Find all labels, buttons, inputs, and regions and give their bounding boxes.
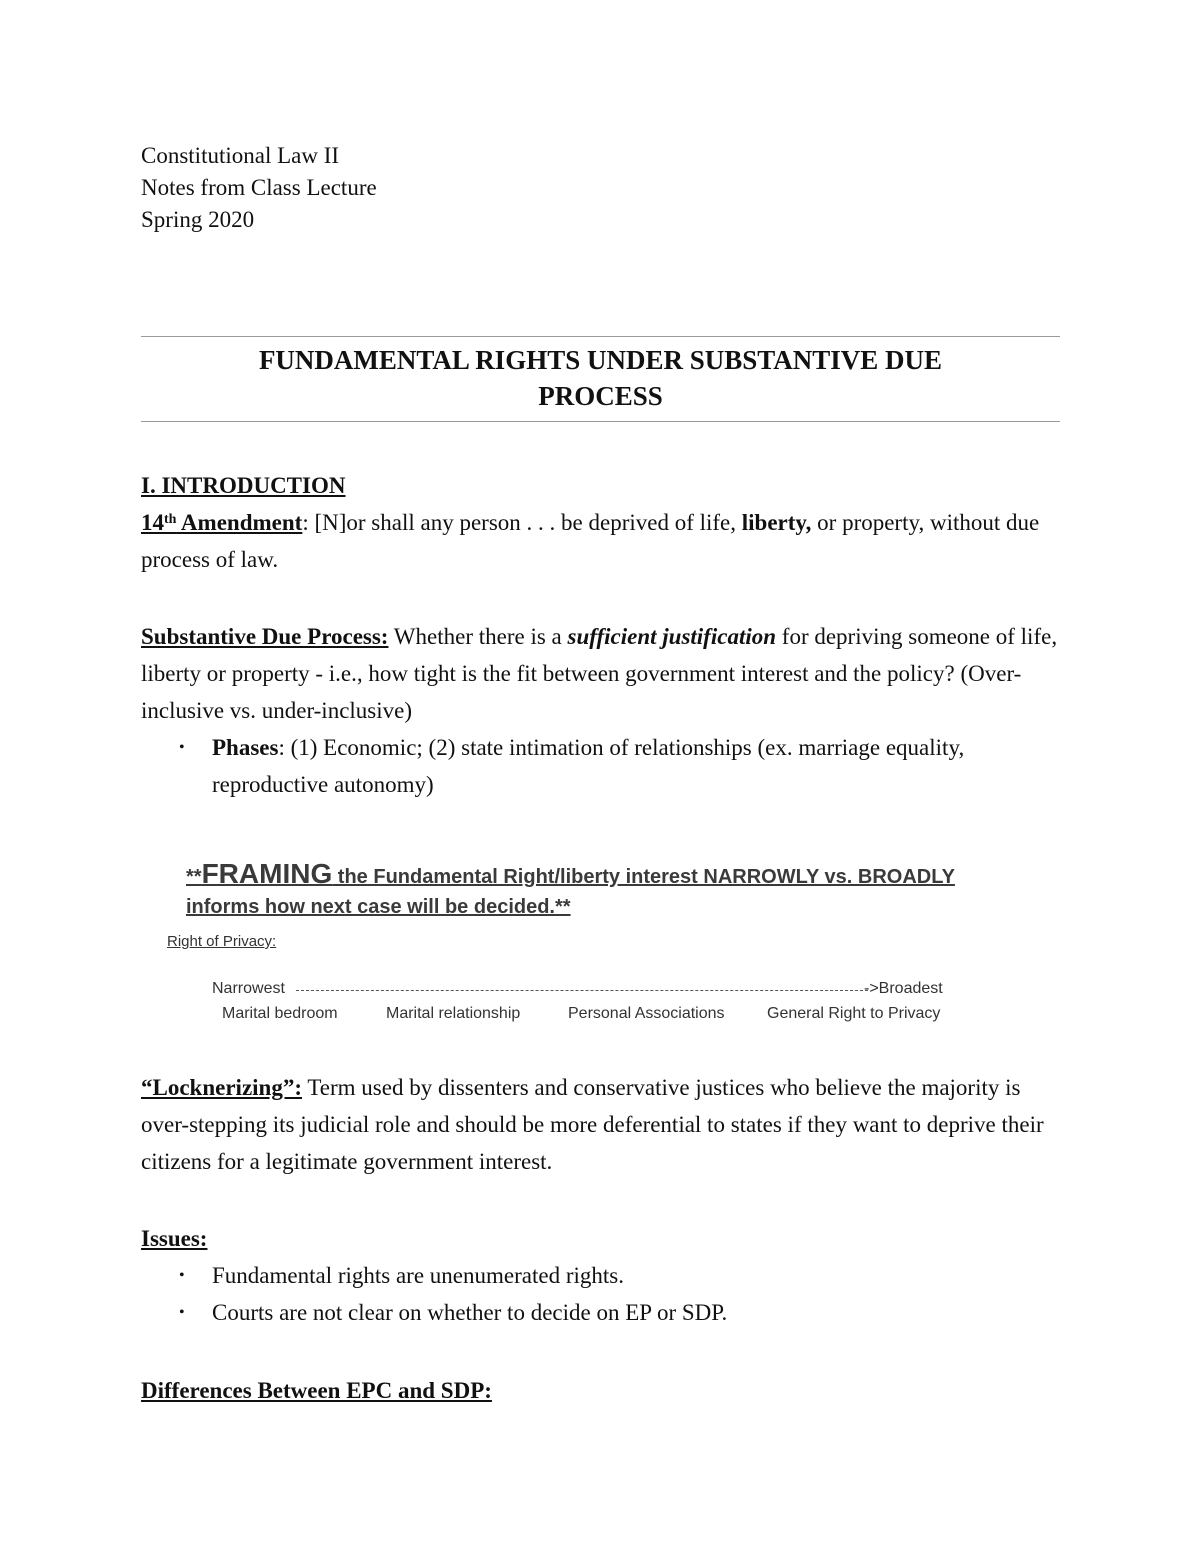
privacy-label: Right of Privacy: — [167, 933, 277, 950]
term-label: Spring 2020 — [141, 207, 255, 232]
amendment-text-b: or property, without due process of law. — [141, 510, 1040, 572]
title-line-2: PROCESS — [538, 381, 663, 411]
sdp-paragraph — [141, 618, 1071, 729]
framing-heading — [186, 859, 1026, 922]
amendment-text-a: : [N]or shall any person . . . be deprived of life, — [302, 510, 742, 535]
amendment-label — [141, 510, 302, 535]
locknerizing-text: Term used by dissenters and conservative justices who believe the majority is over-stepping its judicial role and should be more deferential to states if they want to deprive their citizens for a legitimate government interest. — [141, 1075, 1044, 1174]
issues-section — [141, 1220, 1071, 1331]
bullet-icon: • — [179, 1304, 185, 1321]
notes-subtitle: Notes from Class Lecture — [141, 175, 377, 200]
sdp-text-b: for depriving someone of life, liberty or property - i.e., how tight is the fit between government interest and the policy? (Over-inclusive vs. under-inclusive) — [141, 624, 1058, 723]
locknerizing-label: “Locknerizing”: — [141, 1075, 302, 1100]
amendment-liberty: liberty, — [741, 510, 812, 535]
course-name: Constitutional Law II — [141, 143, 340, 168]
framing-prefix: ** — [186, 866, 202, 888]
phases-text: : (1) Economic; (2) state intimation of relationships (ex. marriage equality, reproductive autonomy) — [212, 735, 965, 797]
list-item — [141, 1294, 1071, 1331]
sdp-label: Substantive Due Process: — [141, 624, 389, 649]
sdp-text-a: Whether there is a — [388, 624, 568, 649]
differences-heading: Differences Between EPC and SDP: — [141, 1378, 492, 1403]
list-item — [141, 1257, 1071, 1294]
issue-text: Courts are not clear on whether to decide on EP or SDP. — [212, 1300, 728, 1325]
locknerizing-section — [141, 1069, 1071, 1180]
issue-text: Fundamental rights are unenumerated rights. — [212, 1263, 624, 1288]
amendment-number: 14 — [141, 510, 164, 535]
framing-big-word: FRAMING — [201, 858, 333, 889]
phases-label: Phases — [212, 735, 279, 760]
category-marital-relationship: Marital relationship — [386, 1005, 521, 1022]
category-marital-bedroom: Marital bedroom — [222, 1005, 338, 1022]
document-title — [141, 342, 1060, 414]
amendment-ordinal: th — [164, 512, 177, 527]
category-general-privacy: General Right to Privacy — [767, 1005, 941, 1022]
spectrum-arrow — [296, 990, 868, 991]
differences-section — [141, 1372, 1071, 1409]
broadest-label: ->Broadest — [864, 980, 943, 997]
sdp-emphasis: sufficient justification — [567, 624, 777, 649]
issues-heading: Issues: — [141, 1226, 208, 1251]
framing-text: the Fundamental Right/liberty interest NARROWLY vs. BROADLY informs how next case will be decided.** — [186, 866, 955, 918]
amendment-word: Amendment — [176, 510, 303, 535]
title-line-1: FUNDAMENTAL RIGHTS UNDER SUBSTANTIVE DUE — [258, 345, 943, 375]
sdp-bullets — [141, 729, 1071, 803]
category-personal-associations: Personal Associations — [568, 1005, 725, 1022]
intro-section — [141, 467, 1071, 578]
title-top-rule — [141, 336, 1060, 337]
bullet-icon: • — [179, 1267, 185, 1284]
document-header — [141, 140, 377, 236]
title-bottom-rule — [141, 421, 1060, 422]
amendment-paragraph — [141, 504, 1071, 578]
sdp-section — [141, 618, 1071, 803]
issues-list — [141, 1257, 1071, 1331]
narrowest-label: Narrowest — [212, 980, 285, 997]
list-item — [141, 729, 1071, 803]
intro-heading: I. INTRODUCTION — [141, 473, 346, 498]
bullet-icon: • — [179, 739, 185, 756]
framing-figure — [160, 855, 1020, 1035]
